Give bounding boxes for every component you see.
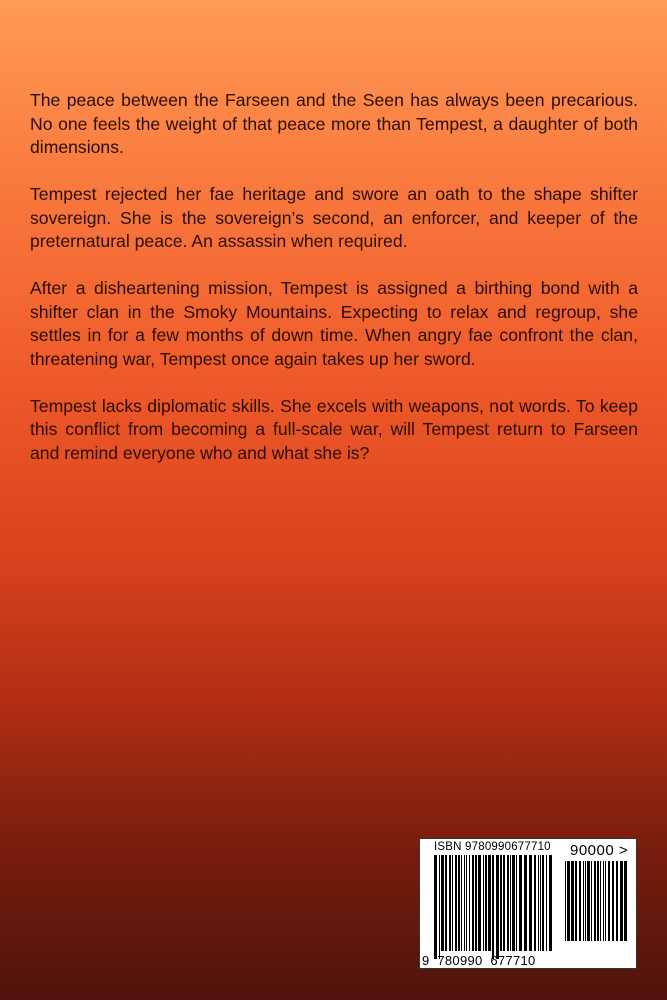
- barcode-bar: [567, 861, 570, 941]
- barcode-bar: [538, 855, 539, 951]
- barcode-bar: [478, 855, 481, 951]
- barcode-bar: [542, 855, 544, 951]
- barcode-bar: [434, 855, 437, 959]
- blurb-paragraph-2: Tempest rejected her fae heritage and swore an oath to the shape shifter sovereign. She is the sovereign’s second, an enforcer, and keeper of the preternatural peace. An assassin when required.: [30, 184, 638, 251]
- barcode-bar: [445, 855, 447, 951]
- barcode-bar: [585, 861, 586, 941]
- barcode-bar: [483, 855, 484, 951]
- barcode-bar: [464, 855, 465, 951]
- barcode-bar: [597, 861, 599, 941]
- barcode-bar: [549, 855, 552, 951]
- barcode-bar: [492, 855, 494, 959]
- barcode-bar: [507, 855, 509, 951]
- barcode-bar: [546, 855, 547, 951]
- barcode-bar: [591, 861, 592, 941]
- barcode-bar: [529, 855, 532, 951]
- barcode-bar: [496, 855, 499, 959]
- barcode-bar: [500, 855, 502, 951]
- barcode-bar: [458, 855, 460, 951]
- barcode-bar: [510, 855, 511, 951]
- barcode-bar: [475, 855, 477, 951]
- barcode-bar: [524, 855, 527, 951]
- barcode-bar: [620, 861, 623, 941]
- blurb-text: [30, 89, 638, 489]
- barcode-bar: [512, 855, 515, 951]
- barcode-bar: [603, 861, 604, 941]
- barcode-bar: [466, 855, 467, 951]
- barcode-bar: [624, 861, 627, 941]
- ean-barcode-bars: [434, 855, 554, 959]
- blurb-paragraph-4: Tempest lacks diplomatic skills. She excels with weapons, not words. To keep this conflict from becoming a full-scale war, will Tempest return to Farseen and remind everyone who and what she is?: [30, 395, 638, 463]
- barcode-bar: [565, 861, 566, 941]
- isbn-barcode: [419, 838, 637, 969]
- barcode-bar: [452, 855, 453, 951]
- barcode-bar: [540, 855, 541, 951]
- price-barcode-bars: [565, 861, 627, 949]
- barcode-bar: [485, 855, 487, 951]
- barcode-bar: [575, 861, 577, 941]
- barcode-bar: [488, 855, 491, 951]
- barcode-bar: [461, 855, 462, 951]
- blurb-paragraph-3: After a disheartening mission, Tempest is assigned a birthing bond with a shifter clan in the Smoky Mountains. Expecting to relax and regroup, she settles in for a few months of down time. When angry fae confront the clan, threatening war, Tempest once again takes up her sword.: [30, 278, 638, 369]
- barcode-bar: [612, 861, 614, 941]
- barcode-bar: [519, 855, 522, 951]
- barcode-bar: [594, 861, 596, 941]
- blurb-paragraph-1: The peace between the Farseen and the Seen has always been precarious. No one feels the weight of that peace more than Tempest, a daughter of both dimensions.: [30, 90, 638, 157]
- barcode-bar: [441, 855, 444, 951]
- barcode-bar: [439, 855, 440, 959]
- ean-digits: 9 780990 677710: [422, 953, 536, 968]
- barcode-bar: [516, 855, 517, 951]
- barcode-bar: [503, 855, 505, 951]
- barcode-bar: [455, 855, 457, 951]
- barcode-bar: [616, 861, 618, 941]
- barcode-bar: [583, 861, 584, 941]
- barcode-bar: [608, 861, 610, 941]
- isbn-label: ISBN 9780990677710: [434, 841, 551, 853]
- barcode-bar: [571, 861, 574, 941]
- barcode-bar: [534, 855, 536, 951]
- barcode-bar: [449, 855, 451, 951]
- barcode-bar: [587, 861, 590, 941]
- barcode-bar: [579, 861, 581, 941]
- barcode-bar: [469, 855, 470, 951]
- barcode-bar: [600, 861, 601, 941]
- barcode-bar: [605, 861, 606, 941]
- barcode-bar: [472, 855, 474, 951]
- price-code: 90000 >: [570, 842, 629, 859]
